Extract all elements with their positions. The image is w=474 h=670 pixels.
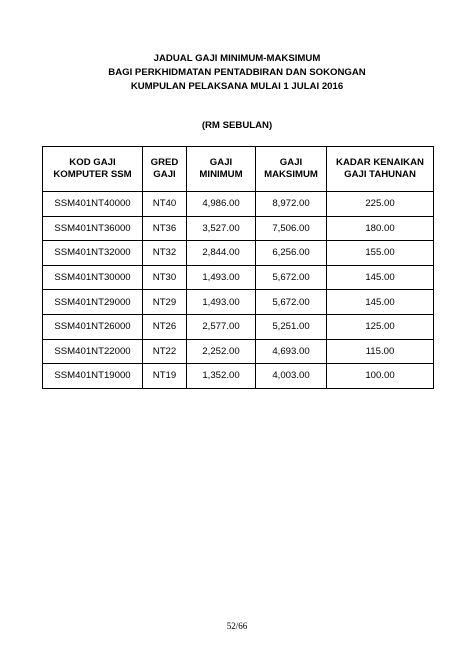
cell-gaji-maksimum: 5,672.00 — [256, 265, 327, 290]
title-line-1: JADUAL GAJI MINIMUM-MAKSIMUM — [153, 53, 321, 64]
cell-gaji-maksimum: 4,693.00 — [256, 339, 327, 364]
cell-kadar-kenaikan: 145.00 — [327, 265, 434, 290]
cell-kod-gaji: SSM401NT32000 — [43, 241, 143, 266]
cell-kod-gaji: SSM401NT36000 — [43, 216, 143, 241]
cell-gaji-minimum: 1,493.00 — [187, 290, 256, 315]
cell-kadar-kenaikan: 180.00 — [327, 216, 434, 241]
header-gred-gaji-line: GRED — [150, 157, 179, 168]
header-gred-gaji-line: GAJI — [153, 169, 176, 180]
header-kadar-kenaikan — [327, 147, 434, 192]
page-number: 52/66 — [226, 621, 248, 631]
currency-unit-label: (RM SEBULAN) — [201, 120, 273, 131]
cell-kod-gaji: SSM401NT19000 — [43, 364, 143, 389]
cell-gred: NT40 — [143, 192, 187, 217]
title-line-2: BAGI PERKHIDMATAN PENTADBIRAN DAN SOKONGAN — [108, 67, 366, 78]
table-row — [43, 314, 434, 339]
cell-gaji-minimum: 2,577.00 — [187, 314, 256, 339]
salary-table-body — [43, 192, 434, 389]
table-row — [43, 364, 434, 389]
cell-kod-gaji: SSM401NT26000 — [43, 314, 143, 339]
cell-gred: NT19 — [143, 364, 187, 389]
cell-gaji-minimum: 1,352.00 — [187, 364, 256, 389]
cell-gred: NT36 — [143, 216, 187, 241]
cell-gred: NT26 — [143, 314, 187, 339]
header-gaji-minimum-line: GAJI — [209, 157, 233, 168]
table-row — [43, 265, 434, 290]
cell-gaji-maksimum: 5,251.00 — [256, 314, 327, 339]
cell-kod-gaji: SSM401NT29000 — [43, 290, 143, 315]
table-row — [43, 241, 434, 266]
cell-kod-gaji: SSM401NT22000 — [43, 339, 143, 364]
cell-gred: NT29 — [143, 290, 187, 315]
cell-gaji-minimum: 3,527.00 — [187, 216, 256, 241]
cell-kadar-kenaikan: 145.00 — [327, 290, 434, 315]
cell-kadar-kenaikan: 125.00 — [327, 314, 434, 339]
header-kod-gaji — [43, 147, 143, 192]
salary-table-header — [43, 147, 434, 192]
cell-gred: NT22 — [143, 339, 187, 364]
cell-gaji-maksimum: 7,506.00 — [256, 216, 327, 241]
cell-gaji-minimum: 2,844.00 — [187, 241, 256, 266]
salary-table — [42, 146, 434, 389]
cell-gaji-minimum: 4,986.00 — [187, 192, 256, 217]
title-line-3: KUMPULAN PELAKSANA MULAI 1 JULAI 2016 — [130, 81, 344, 92]
table-row — [43, 216, 434, 241]
document-title — [0, 52, 474, 94]
cell-gaji-maksimum: 4,003.00 — [256, 364, 327, 389]
header-kadar-kenaikan-line: GAJI TAHUNAN — [344, 169, 416, 180]
header-kod-gaji-line: KOMPUTER SSM — [53, 169, 132, 180]
header-kod-gaji-line: KOD GAJI — [69, 157, 116, 168]
header-gaji-maksimum-line: MAKSIMUM — [264, 169, 318, 180]
cell-gred: NT30 — [143, 265, 187, 290]
header-row — [43, 147, 434, 192]
cell-kod-gaji: SSM401NT30000 — [43, 265, 143, 290]
table-row — [43, 290, 434, 315]
cell-gaji-minimum: 2,252.00 — [187, 339, 256, 364]
header-gaji-minimum — [187, 147, 256, 192]
header-gred-gaji — [143, 147, 187, 192]
cell-kadar-kenaikan: 115.00 — [327, 339, 434, 364]
cell-gaji-minimum: 1,493.00 — [187, 265, 256, 290]
cell-gaji-maksimum: 5,672.00 — [256, 290, 327, 315]
table-row — [43, 192, 434, 217]
cell-gaji-maksimum: 6,256.00 — [256, 241, 327, 266]
header-kadar-kenaikan-line: KADAR KENAIKAN — [336, 157, 424, 168]
cell-kadar-kenaikan: 100.00 — [327, 364, 434, 389]
cell-kod-gaji: SSM401NT40000 — [43, 192, 143, 217]
cell-gred: NT32 — [143, 241, 187, 266]
cell-kadar-kenaikan: 155.00 — [327, 241, 434, 266]
header-gaji-maksimum-line: GAJI — [279, 157, 303, 168]
table-row — [43, 339, 434, 364]
header-gaji-minimum-line: MINIMUM — [199, 169, 243, 180]
header-gaji-maksimum — [256, 147, 327, 192]
cell-gaji-maksimum: 8,972.00 — [256, 192, 327, 217]
cell-kadar-kenaikan: 225.00 — [327, 192, 434, 217]
